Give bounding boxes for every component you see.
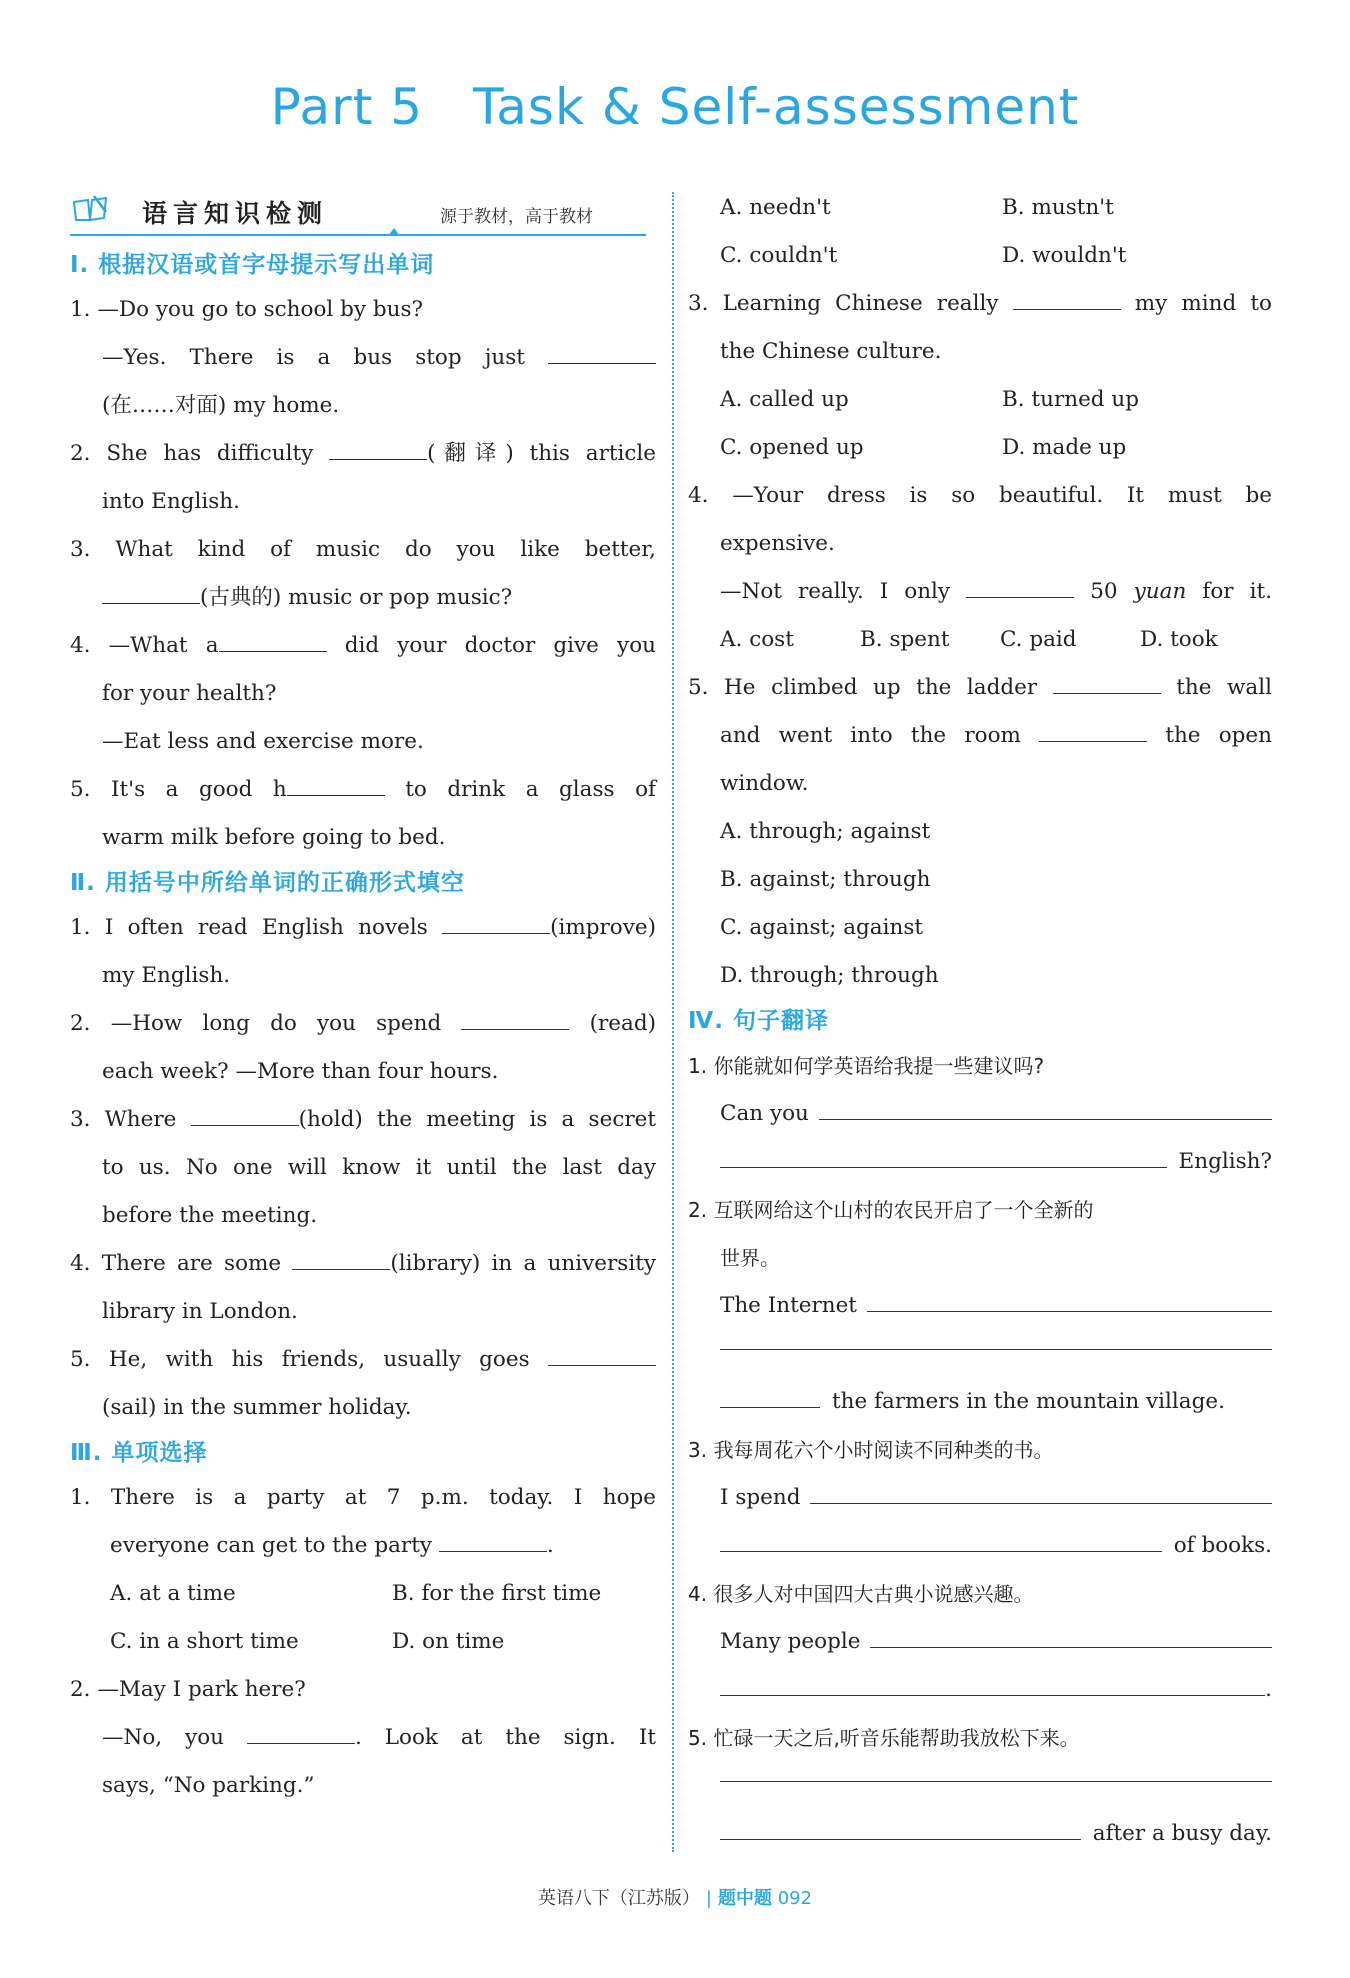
p2-q4-line1: 4. There are some (library) in a university <box>70 1251 656 1276</box>
answer-line[interactable] <box>720 1532 1162 1552</box>
p3-q2-opts-row1 <box>688 184 1272 232</box>
answer-line[interactable] <box>720 1820 1081 1840</box>
section-subtitle: 源于教材，高于教材 <box>440 207 593 227</box>
book-icon <box>72 194 108 222</box>
page-footer: 英语八下（江苏版） | 题中题 092 <box>537 1888 813 1909</box>
part2-heading: Ⅱ. 用括号中所给单词的正确形式填空 <box>70 870 465 896</box>
answer-blank[interactable] <box>102 584 200 604</box>
option-b[interactable]: B. spent <box>860 627 950 652</box>
page-title <box>0 78 1350 136</box>
triangle-marker <box>388 228 400 236</box>
answer-blank[interactable] <box>548 1346 656 1366</box>
p3-q2-line2: —No, you . Look at the sign. It <box>102 1725 656 1750</box>
p2-q5-line1: 5. He, with his friends, usually goes <box>70 1336 656 1384</box>
p3-q3-line1: 3. Learning Chinese really my mind to <box>688 291 1272 316</box>
p4-q5-line2: after a busy day. <box>688 1810 1272 1858</box>
q4-line1: 4. —What a did your doctor give you <box>70 633 656 658</box>
p4-q3-line1: I spend <box>688 1474 1272 1522</box>
option-b[interactable]: B. against; through <box>720 867 931 892</box>
p4-q1-cn: 1. 你能就如何学英语给我提一些建议吗? <box>688 1054 1045 1078</box>
p3-q2-opts-row2 <box>688 232 1272 280</box>
p3-q3-line2: the Chinese culture. <box>720 339 942 364</box>
option-c[interactable]: C. paid <box>1000 627 1077 652</box>
answer-line[interactable] <box>720 1330 1272 1350</box>
option-a[interactable]: A. through; against <box>720 819 931 844</box>
p4-q2-cn2: 世界。 <box>720 1246 780 1270</box>
brand-name: 题中题 <box>717 1888 772 1909</box>
option-d[interactable]: D. made up <box>1002 435 1127 460</box>
answer-line[interactable] <box>867 1292 1272 1312</box>
option-d[interactable]: D. took <box>1140 627 1218 652</box>
q5-line2: warm milk before going to bed. <box>102 825 446 850</box>
q1-line1: 1. —Do you go to school by bus? <box>70 297 424 322</box>
answer-line[interactable] <box>819 1100 1272 1120</box>
answer-blank[interactable] <box>329 440 427 460</box>
q2-line2: into English. <box>102 489 240 514</box>
q1-line3: (在……对面) my home. <box>102 393 340 418</box>
answer-line[interactable] <box>720 1148 1167 1168</box>
left-column <box>70 188 656 1810</box>
answer-blank[interactable] <box>1039 722 1147 742</box>
p3-q4-line2: expensive. <box>720 531 835 556</box>
answer-blank[interactable] <box>442 914 550 934</box>
p4-q5-cn: 5. 忙碌一天之后,听音乐能帮助我放松下来。 <box>688 1726 1080 1750</box>
p4-q4-line2: . <box>688 1666 1272 1714</box>
p4-q1-line1: Can you <box>688 1090 1272 1138</box>
column-divider <box>672 192 674 1852</box>
p2-q1-line1: 1. I often read English novels (improve) <box>70 915 656 940</box>
option-a[interactable]: A. cost <box>720 627 794 652</box>
book-name: 英语八下（江苏版） <box>537 1888 700 1909</box>
option-c[interactable]: C. against; against <box>720 915 924 940</box>
p4-q4-line1: Many people <box>688 1618 1272 1666</box>
p2-q2-line1: 2. —How long do you spend (read) <box>70 1011 656 1036</box>
answer-blank[interactable] <box>1013 290 1121 310</box>
p3-q1-opts-row1 <box>70 1570 656 1618</box>
q4-line3: —Eat less and exercise more. <box>102 729 424 754</box>
option-d[interactable]: D. through; through <box>720 963 939 988</box>
answer-blank[interactable] <box>1053 674 1161 694</box>
p3-q5-line1: 5. He climbed up the ladder the wall <box>688 675 1272 700</box>
answer-line[interactable] <box>720 1762 1272 1782</box>
p4-q2-cn: 2. 互联网给这个山村的农民开启了一个全新的 <box>688 1198 1094 1222</box>
part-name: Task & Self-assessment <box>473 78 1080 136</box>
p3-q4-line1: 4. —Your dress is so beautiful. It must be <box>688 483 1272 508</box>
p4-q2-line2 <box>688 1330 1272 1378</box>
q1-line2: —Yes. There is a bus stop just <box>70 334 656 382</box>
p2-q3-line1: 3. Where (hold) the meeting is a secret <box>70 1107 656 1132</box>
p3-q4-opts <box>688 616 1272 664</box>
option-b[interactable]: B. for the first time <box>392 1581 602 1606</box>
p3-q3-opts-row1 <box>688 376 1272 424</box>
option-d[interactable]: D. on time <box>392 1629 505 1654</box>
answer-blank[interactable] <box>720 1388 820 1408</box>
option-b[interactable]: B. turned up <box>1002 387 1140 412</box>
answer-line[interactable] <box>870 1628 1272 1648</box>
option-c[interactable]: C. couldn't <box>720 243 838 268</box>
option-c[interactable]: C. opened up <box>720 435 864 460</box>
option-a[interactable]: A. at a time <box>110 1581 236 1606</box>
part1-heading: Ⅰ. 根据汉语或首字母提示写出单词 <box>70 252 435 278</box>
answer-blank[interactable] <box>247 1724 355 1744</box>
p3-q1-opts-row2 <box>70 1618 656 1666</box>
q5-line1: 5. It's a good h to drink a glass of <box>70 777 656 802</box>
page-number: 092 <box>777 1888 813 1909</box>
q3-line2: (古典的) music or pop music? <box>70 574 656 622</box>
option-a[interactable]: A. needn't <box>720 195 831 220</box>
p2-q3-line3: before the meeting. <box>102 1203 318 1228</box>
p2-q1-line2: my English. <box>102 963 231 988</box>
p3-q4-line3: —Not really. I only 50 yuan for it. <box>720 579 1272 604</box>
section-title: 语言知识检测 <box>142 199 329 228</box>
answer-blank[interactable] <box>287 776 385 796</box>
p3-q2-line1: 2. —May I park here? <box>70 1677 306 1702</box>
answer-blank[interactable] <box>548 344 656 364</box>
q4-line2: for your health? <box>102 681 277 706</box>
q3-line1: 3. What kind of music do you like better, <box>70 537 656 562</box>
right-column <box>688 188 1272 1858</box>
p4-q4-cn: 4. 很多人对中国四大古典小说感兴趣。 <box>688 1582 1034 1606</box>
p2-q5-line2: (sail) in the summer holiday. <box>102 1395 412 1420</box>
answer-blank[interactable] <box>292 1250 390 1270</box>
p4-q1-line2: English? <box>688 1138 1272 1186</box>
option-d[interactable]: D. wouldn't <box>1002 243 1127 268</box>
part-label: Part 5 <box>270 78 424 136</box>
option-c[interactable]: C. in a short time <box>110 1629 299 1654</box>
p3-q3-opts-row2 <box>688 424 1272 472</box>
p4-q3-cn: 3. 我每周花六个小时阅读不同种类的书。 <box>688 1438 1054 1462</box>
option-b[interactable]: B. mustn't <box>1002 195 1114 220</box>
p4-q3-line2: of books. <box>688 1522 1272 1570</box>
answer-line[interactable] <box>720 1676 1265 1696</box>
p2-q4-line2: library in London. <box>102 1299 298 1324</box>
answer-line[interactable] <box>810 1484 1272 1504</box>
p2-q2-line2: each week? —More than four hours. <box>102 1059 499 1084</box>
answer-blank[interactable] <box>191 1106 299 1126</box>
p4-q5-line1 <box>688 1762 1272 1810</box>
p3-q5-line3: window. <box>720 771 809 796</box>
p2-q3-line2: to us. No one will know it until the last day <box>102 1155 656 1180</box>
p3-q5-line2: and went into the room the open <box>720 723 1272 748</box>
p3-q1-line2: everyone can get to the party . <box>110 1533 554 1558</box>
q2-line1: 2. She has difficulty (翻译) this article <box>70 441 656 466</box>
section-header <box>70 188 646 236</box>
p3-q1-line1: 1. There is a party at 7 p.m. today. I hope <box>70 1485 656 1510</box>
p4-q2-line3: the farmers in the mountain village. <box>688 1378 1272 1426</box>
p4-q2-line1: The Internet <box>688 1282 1272 1330</box>
p3-q2-line3: says, “No parking.” <box>102 1773 315 1798</box>
option-a[interactable]: A. called up <box>720 387 849 412</box>
answer-blank[interactable] <box>219 632 327 652</box>
answer-blank[interactable] <box>966 578 1074 598</box>
part4-heading: Ⅳ. 句子翻译 <box>688 1008 830 1034</box>
answer-blank[interactable] <box>461 1010 569 1030</box>
part3-heading: Ⅲ. 单项选择 <box>70 1440 208 1466</box>
answer-blank[interactable] <box>439 1532 547 1552</box>
